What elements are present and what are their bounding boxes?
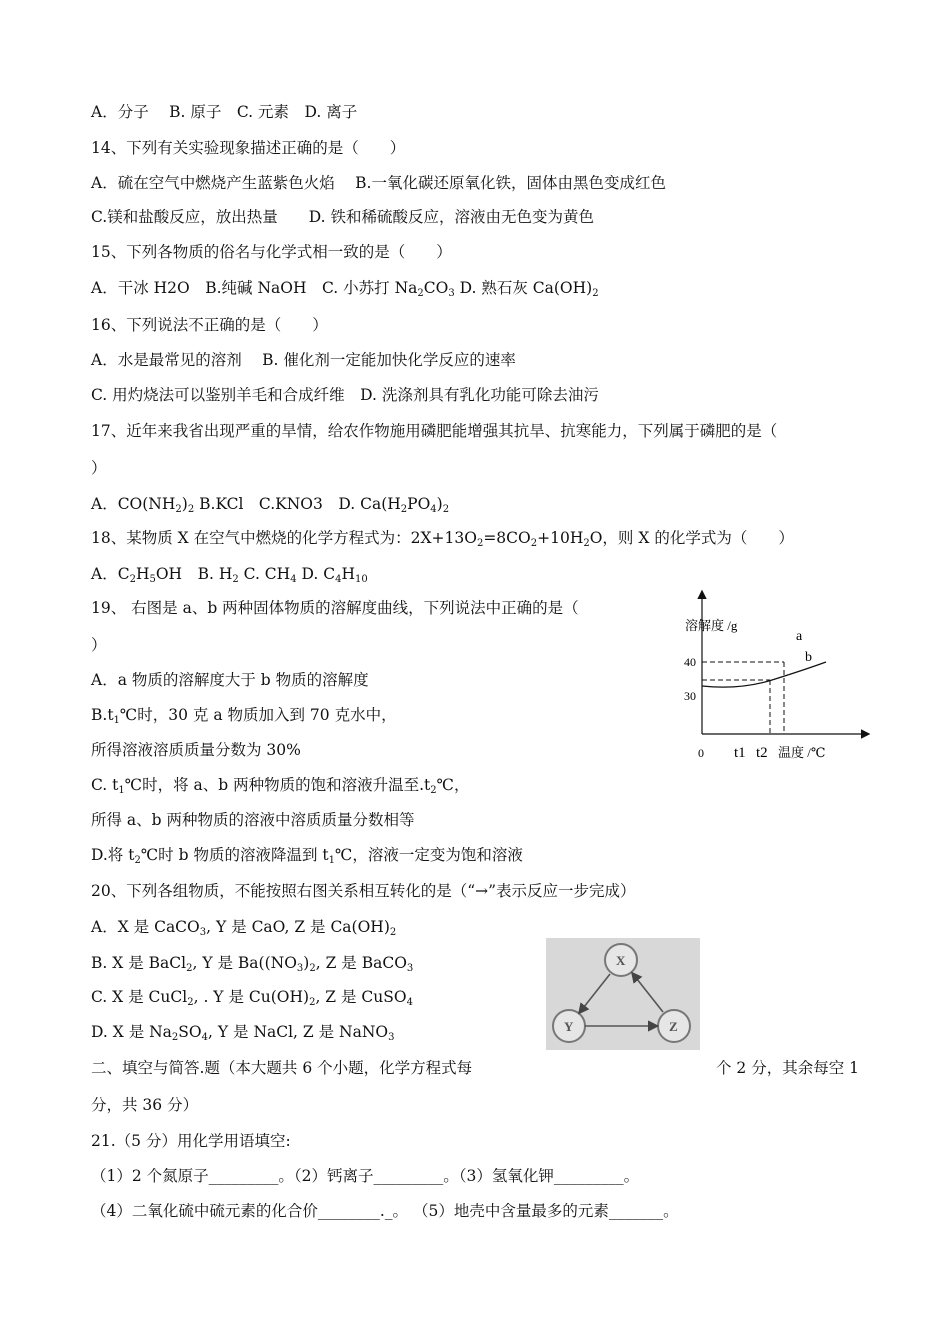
q19-option-b2: 所得溶液溶质质量分数为 30%: [91, 741, 301, 759]
q19-stem-end: ）: [91, 636, 107, 654]
q19-stem: 19、 右图是 a、b 两种固体物质的溶解度曲线，下列说法中正确的是（: [91, 599, 579, 617]
solubility-chart: [680, 590, 880, 770]
q19-option-c1: C. $t_1℃$时，将 a、b 两种物质的饱和溶液升温至$.t_2℃$，: [91, 776, 470, 796]
q13-options: A．分子 B. 原子 C. 元素 D. 离子: [91, 103, 358, 121]
xyz-transformation-diagram: [546, 938, 700, 1050]
q20-option-a: A．X 是 CaCO$_3$, Y 是 CaO, Z 是 $Ca(OH)_2$: [91, 918, 397, 938]
q20-option-b: B. X 是 BaCl$_2$, Y 是 $Ba((NO_3)_2$, Z 是 BaCO$_3$: [91, 954, 414, 974]
ytick-40: 40: [684, 655, 696, 669]
q19-option-c2: 所得 a、b 两种物质的溶液中溶质质量分数相等: [91, 811, 415, 829]
curve-a: [702, 662, 826, 687]
x-axis-label: 温度 /℃: [778, 745, 826, 760]
origin-label: 0: [698, 746, 704, 760]
q20-option-c: C. X 是 CuCl$_2$, . Y 是 $Cu(OH)_2$, Z 是 CuSO$_4$: [91, 988, 413, 1008]
q14-stem: 14、下列有关实验现象描述正确的是（ ）: [91, 139, 406, 157]
q16-options-cd: C. 用灼烧法可以鉴别羊毛和合成纤维 D. 洗涤剂具有乳化功能可除去油污: [91, 386, 599, 404]
node-z-label: Z: [669, 1019, 678, 1034]
y-axis-label: 溶解度 /g: [685, 618, 738, 633]
xtick-t2: t2: [756, 745, 768, 761]
q21-blanks-2: （4）二氧化硫中硫元素的化合价________._。 （5）地壳中含量最多的元素_______。: [91, 1202, 679, 1220]
q15-options: A．干冰 H2O B.纯碱 NaOH C. 小苏打 $Na_2CO_3$ D. 熟石灰 $Ca(OH)_2$: [91, 279, 599, 299]
q21-stem: 21.（5 分）用化学用语填空:: [91, 1132, 291, 1150]
section2-heading-right: 个 2 分，其余每空 1: [716, 1059, 860, 1077]
q20-option-d: D. X 是 $Na_2SO_4$, Y 是 NaCl, Z 是 NaNO$_3$: [91, 1023, 395, 1043]
q17-stem-end: ）: [91, 459, 107, 477]
label-b: b: [805, 650, 812, 665]
q15-stem: 15、下列各物质的俗名与化学式相一致的是（ ）: [91, 243, 452, 261]
section2-heading-left: 二、填空与简答.题（本大题共 6 个小题，化学方程式每: [91, 1059, 473, 1077]
node-x-label: X: [616, 953, 626, 968]
q19-option-d: D.将 $t_2℃$时 b 物质的溶液降温到 $t_1℃$，溶液一定变为饱和溶液: [91, 846, 523, 866]
label-a: a: [796, 629, 803, 644]
xtick-t1: t1: [734, 745, 746, 761]
ytick-30: 30: [684, 689, 696, 703]
q20-stem: 20、下列各组物质，不能按照右图关系相互转化的是（“→”表示反应一步完成）: [91, 882, 636, 900]
q16-stem: 16、下列说法不正确的是（ ）: [91, 316, 328, 334]
q19-option-a: A．a 物质的溶解度大于 b 物质的溶解度: [91, 671, 369, 689]
q14-options-ab: A．硫在空气中燃烧产生蓝紫色火焰 B.一氧化碳还原氧化铁，固体由黑色变成红色: [91, 174, 666, 192]
node-y-label: Y: [564, 1019, 574, 1034]
section2-heading-end: 分，共 36 分）: [91, 1096, 199, 1114]
q18-stem: 18、某物质 X 在空气中燃烧的化学方程式为：$2X+13O_2=8CO_2+10H_2O$，则 X 的化学式为（ ）: [91, 529, 794, 549]
q19-option-b1: $B.t_1℃$时，30 克 a 物质加入到 70 克水中，: [91, 706, 397, 726]
q14-options-cd: C.镁和盐酸反应，放出热量 D. 铁和稀硫酸反应，溶液由无色变为黄色: [91, 208, 594, 226]
q18-options: A．$C_2H_5OH$ B. $H_2$ C. $CH_4$ D. $C_4H_{10}$: [91, 565, 368, 585]
q21-blanks-1: （1）2 个氮原子_________。（2）钙离子_________。（3）氢氧化钾_________。: [91, 1167, 640, 1185]
q17-stem: 17、近年来我省出现严重的旱情，给农作物施用磷肥能增强其抗旱、抗寒能力，下列属于磷肥的是（: [91, 422, 778, 440]
q17-options: A．$CO(NH_2)_2$ B.KCl C.KNO3 D. $Ca(H_2PO_4)_2$: [91, 495, 450, 515]
q16-options-ab: A．水是最常见的溶剂 B. 催化剂一定能加快化学反应的速率: [91, 351, 516, 369]
